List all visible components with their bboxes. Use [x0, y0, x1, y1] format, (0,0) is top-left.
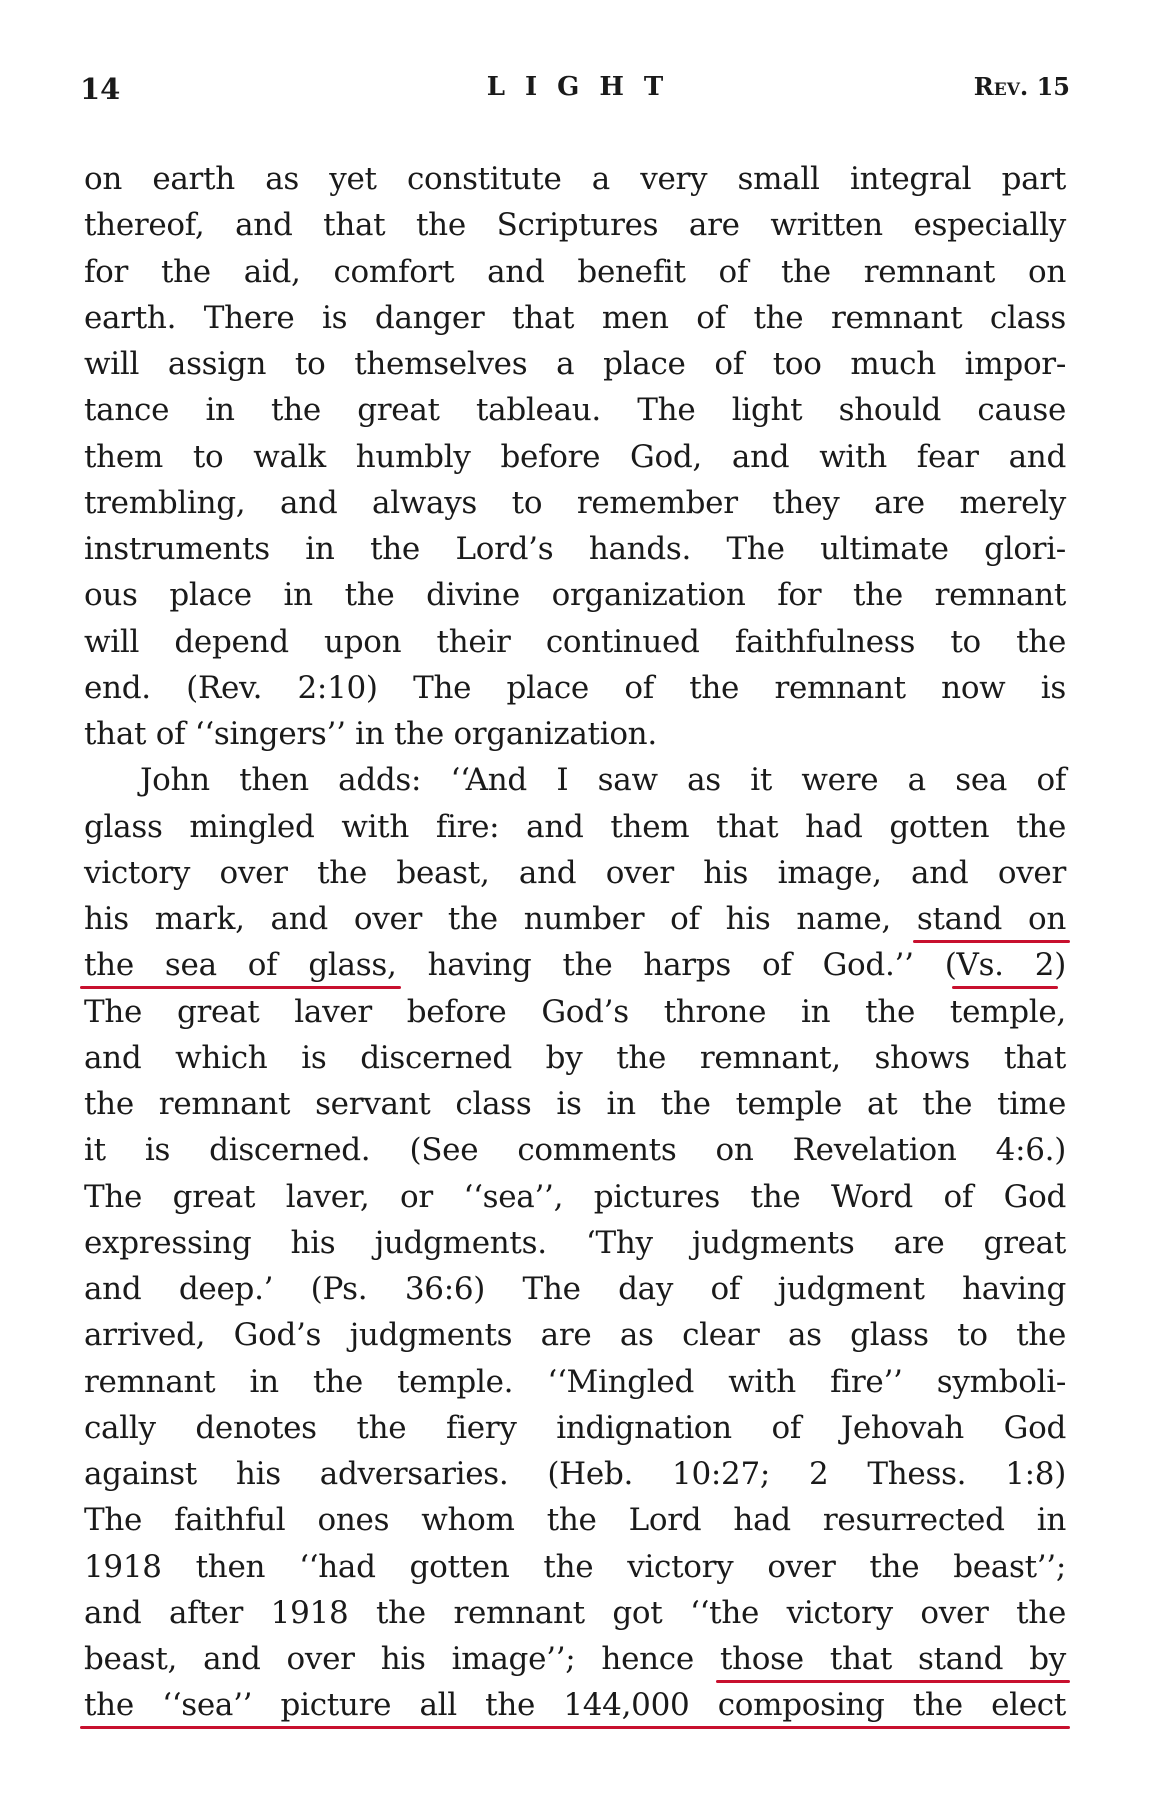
text-line: thereof, and that the Scriptures are written especially	[84, 207, 1066, 244]
text-line: it is discerned. (See comments on Revelation 4:6.)	[84, 1132, 1066, 1169]
text-line: end. (Rev. 2:10) The place of the remnant now is	[84, 669, 1066, 706]
text-line: the remnant servant class is in the temple at the time	[84, 1086, 1066, 1122]
text-segment: having the harps of God.’’	[427, 947, 914, 984]
red-underlined-text: the sea of glass,	[84, 947, 397, 984]
text-line: expressing his judgments. ‘Thy judgments are great	[84, 1224, 1066, 1261]
red-underlined-text: the ‘‘sea’’ picture all the 144,000 composing the elect	[84, 1687, 1066, 1724]
text-line: remnant in the temple. ‘‘Mingled with fire’’ symboli-	[84, 1363, 1066, 1400]
paren-open: (	[944, 947, 957, 984]
text-line: and which is discerned by the remnant, shows that	[84, 1039, 1066, 1076]
text-line: The great laver before God’s throne in the temple,	[84, 993, 1066, 1030]
text-line: and deep.’ (Ps. 36:6) The day of judgment having	[84, 1271, 1066, 1307]
text-line: for the aid, comfort and benefit of the remnant on	[84, 253, 1066, 290]
paragraph-start-line: John then adds: ‘‘And I saw as it were a sea of	[140, 762, 1066, 799]
text-line-with-highlight	[84, 896, 1066, 942]
running-header	[80, 72, 1070, 112]
text-line: will assign to themselves a place of too much impor-	[84, 346, 1066, 382]
text-line: cally denotes the fiery indignation of Jehovah God	[84, 1409, 1066, 1446]
text-line: arrived, God’s judgments are as clear as glass to the	[84, 1317, 1066, 1354]
text-line: against his adversaries. (Heb. 10:27; 2 Thess. 1:8)	[84, 1456, 1066, 1492]
text-line-with-highlight	[84, 1682, 1066, 1728]
text-line: them to walk humbly before God, and with fear and	[84, 438, 1066, 475]
text-line: that of ‘‘singers’’ in the organization.	[84, 716, 657, 752]
text-line: 1918 then ‘‘had gotten the victory over the beast’’;	[84, 1548, 1066, 1585]
text-line: instruments in the Lord’s hands. The ultimate glori-	[84, 531, 1066, 567]
text-line: tance in the great tableau. The light should cause	[84, 392, 1066, 429]
text-line: The faithful ones whom the Lord had resurrected in	[84, 1502, 1066, 1539]
red-underlined-verse-ref: Vs. 2	[956, 947, 1055, 984]
running-title: LIGHT	[486, 72, 684, 102]
verse-reference	[945, 947, 1066, 983]
text-line-with-highlight	[84, 942, 1066, 988]
text-segment: beast, and over his image’’; hence	[84, 1641, 694, 1677]
text-line: and after 1918 the remnant got ‘‘the victory over the	[84, 1594, 1066, 1631]
text-line: The great laver, or ‘‘sea’’, pictures the Word of God	[84, 1178, 1066, 1215]
text-line: on earth as yet constitute a very small integral part	[84, 161, 1066, 197]
paren-close: )	[1054, 947, 1067, 984]
text-line: trembling, and always to remember they are merely	[84, 484, 1066, 521]
running-reference: Rev. 15	[973, 72, 1070, 101]
text-line: will depend upon their continued faithfulness to the	[84, 623, 1066, 660]
red-underlined-text: those that stand by	[719, 1641, 1066, 1677]
red-underlined-text: stand on	[916, 901, 1066, 937]
text-line: ous place in the divine organization for the remnant	[84, 577, 1066, 614]
body-text	[84, 156, 1066, 1729]
text-line: earth. There is danger that men of the remnant class	[84, 299, 1066, 336]
text-segment: his mark, and over the number of his name,	[84, 901, 891, 937]
page-number: 14	[80, 72, 121, 106]
text-line: victory over the beast, and over his image, and over	[84, 854, 1066, 891]
text-line: glass mingled with fire: and them that had gotten the	[84, 808, 1066, 845]
text-line-with-highlight	[84, 1636, 1066, 1682]
